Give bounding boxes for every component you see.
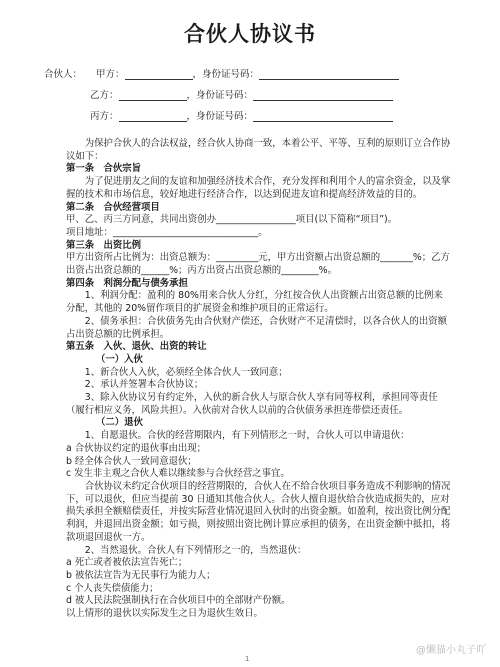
section-heading: 第五条 入伙、退伙、出资的转让	[66, 341, 207, 353]
paragraph: 1、利润分配：盈利的 80%用来合伙人分红，分红按合伙人出资额占出资总额的比例来分配，其他的 20%留作项目的扩展资金和维护项目的正常运行。	[66, 290, 443, 315]
paragraph: 1、新合伙人入伙，必须经全体合伙人一致同意；	[84, 366, 288, 378]
party-c-id-label: ，身份证号码：	[186, 111, 254, 122]
party-c-name-line[interactable]	[119, 111, 187, 122]
party-a-id-label: ，身份证号码：	[192, 69, 260, 80]
paragraph: a 合伙协议约定的退伙事由出现；	[66, 442, 206, 454]
paragraph: 2、当然退伙。合伙人有下列情形之一的，当然退伙：	[84, 544, 307, 556]
party-row-b	[90, 87, 393, 103]
paragraph: 甲方出资所占比例为：出资总额为：_________元，甲方出资额占出资总额的_______%；乙方出资占出资总额的______%；丙方出资占出资总额的________%。	[66, 252, 450, 277]
paragraph: c 个人丧失偿债能力；	[66, 582, 159, 594]
paragraph: a 死亡或者被依法宣告死亡；	[66, 557, 188, 569]
paragraph: 3、除入伙协议另有约定外，入伙的新合伙人与原合伙人享有同等权利，承担同等责任（履行相应义务，风险共担）。入伙前对合伙人以前的合伙债务承担连带偿还责任。	[66, 392, 438, 416]
page-number: 1	[245, 655, 250, 663]
party-b-label: 乙方：	[90, 90, 119, 101]
party-a-label: 甲方：	[96, 69, 125, 80]
paragraph: 2、债务承担：合伙债务先由合伙财产偿还，合伙财产不足清偿时，以各合伙人的出资额占出资总额的比例承担。	[66, 315, 448, 340]
paragraph: b 被依法宣告为无民事行为能力人；	[66, 569, 216, 581]
party-c-label: 丙方：	[90, 111, 119, 122]
party-c-id-line[interactable]	[253, 111, 393, 122]
paragraph: 以上情形的退伙以实际发生之日为退伙生效日。	[66, 608, 263, 620]
party-b-id-line[interactable]	[253, 90, 393, 101]
party-b-name-line[interactable]	[119, 90, 187, 101]
agreement-body	[66, 138, 451, 621]
parties-lead-label: 合伙人：	[44, 69, 83, 80]
paragraph: b 经全体合伙人一致同意退伙；	[66, 455, 197, 467]
section-heading: 第二条 合伙经营项目	[66, 201, 160, 213]
document-title: 合伙人协议书	[184, 22, 316, 46]
section-heading: 第一条 合伙宗旨	[66, 163, 142, 175]
section-heading: 第四条 利润分配与债务承担	[66, 277, 188, 289]
party-row-c	[90, 108, 393, 124]
subsection-heading: （一）入伙	[96, 353, 143, 365]
watermark: @懒猫小丸子吖	[416, 645, 486, 656]
paragraph: 1、自愿退伙。合伙的经营期限内，有下列情形之一时，合伙人可以申请退伙：	[84, 430, 410, 442]
section-heading: 第三条 出资比例	[66, 239, 142, 251]
paragraph: 项目地址：_______________________________。	[66, 226, 268, 238]
party-a-name-line[interactable]	[125, 69, 193, 80]
party-b-id-label: ，身份证号码：	[186, 90, 254, 101]
paragraph: 合伙协议未约定合伙项目的经营期限的，合伙人在不给合伙项目事务造成不利影响的情况下，可以退伙，但应当提前 30 日通知其他合伙人。合伙人擅自退伙给合伙造成损失的，应对损失承担全额赔偿责任，并按实际营业情况退回入伙时的出资金额。如盈利，按出资比例分配利润，并退回出资金额；如亏损，则按照出资比例计算应承担的债务，在出资金额中抵扣，将款项退回退伙一方。	[66, 480, 451, 543]
subsection-heading: （二）退伙	[96, 417, 143, 429]
party-row-a	[44, 66, 399, 82]
paragraph: 为保护合伙人的合法权益，经合伙人协商一致，本着公平、平等、互利的原则订立合作协议如下：	[66, 138, 451, 162]
paragraph: 为了促进朋友之间的友谊和加强经济技术合作，充分发挥和利用个人的富余资金，以及掌握的技术和市场信息，较好地进行经济合作，以达到促进友谊和提高经济效益的目的。	[66, 176, 451, 200]
paragraph: 甲、乙、丙三方同意，共同出资创办_________________项目(以下简称“项目”)。	[66, 214, 398, 226]
paragraph: c 发生非主观之合伙人难以继续参与合伙经营之事宜。	[66, 468, 290, 480]
paragraph: 2、承认并签署本合伙协议；	[84, 379, 204, 391]
paragraph: d 被人民法院强制执行在合伙项目中的全部财产份额。	[66, 595, 291, 607]
party-a-id-line[interactable]	[259, 69, 399, 80]
